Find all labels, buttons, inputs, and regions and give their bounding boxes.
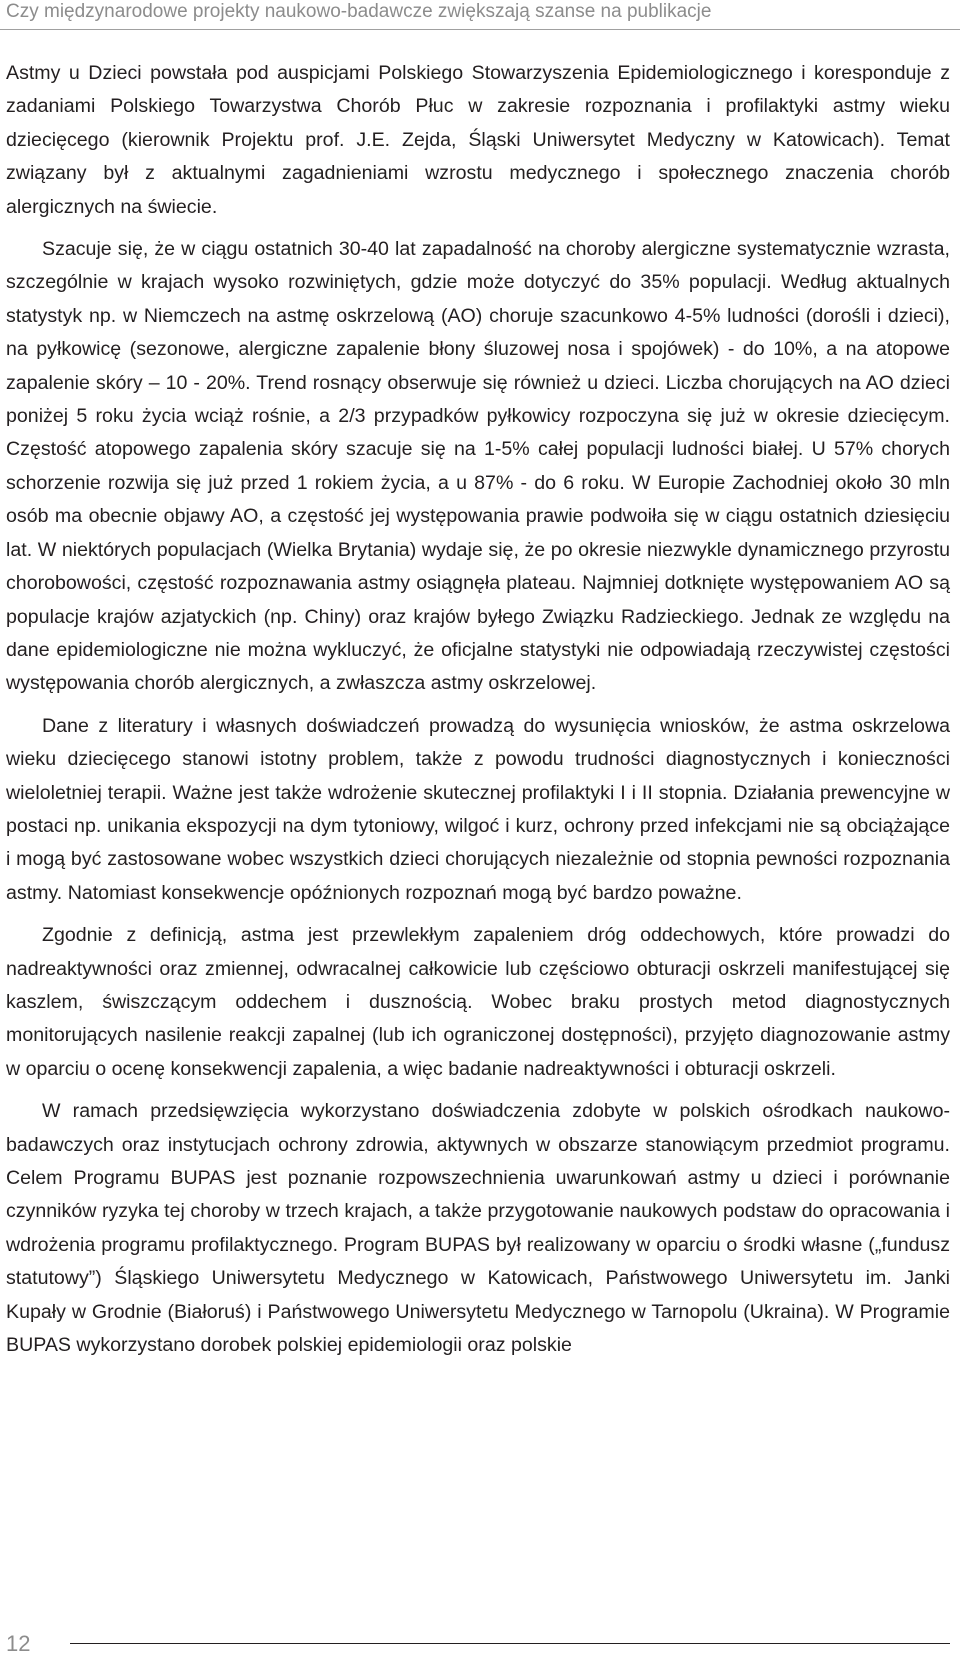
- footer-divider: [70, 1643, 950, 1644]
- header-divider: [0, 29, 960, 30]
- paragraph-3: Dane z literatury i własnych doświadczeń prowadzą do wysunięcia wniosków, że astma oskrzelowa wieku dziecięcego stanowi istotny problem, także z powodu trudności diagnostycznych i konieczności wieloletniej terapii. Ważne jest także wdrożenie skutecznej profilaktyki I i II stopnia. Działania prewencyjne w postaci np. unikania ekspozycji na dym tytoniowy, wilgoć i kurz, ochrony przed infekcjami nie są obciążające i mogą być zastosowane wobec wszystkich dzieci chorujących niezależnie od stopnia pewności rozpoznania astmy. Natomiast konsekwencje opóźnionych rozpoznań mogą być bardzo poważne.: [6, 714, 950, 904]
- paragraph-5: W ramach przedsięwzięcia wykorzystano doświadczenia zdobyte w polskich ośrodkach naukowo-badawczych oraz instytucjach ochrony zdrowia, aktywnych w obszarze stanowiącym przedmiot programu. Celem Programu BUPAS jest poznanie rozpowszechnienia uwarunkowań astmy u dzieci i porównanie czynników ryzyka tej choroby w trzech krajach, a także przygotowanie naukowych podstaw do opracowania i wdrożenia programu profilaktycznego. Program BUPAS był realizowany w oparciu o środki własne („fundusz statutowy”) Śląskiego Uniwersytetu Medycznego w Katowicach, Państwowego Uniwersytetu im. Janki Kupały w Grodnie (Białoruś) i Państwowego Uniwersytetu Medycznego w Tarnopolu (Ukraina). W Programie BUPAS wykorzystano dorobek polskiej epidemiologii oraz polskie: [6, 1100, 950, 1357]
- page-number: 12: [6, 1631, 31, 1656]
- paragraph-2: Szacuje się, że w ciągu ostatnich 30-40 lat zapadalność na choroby alergiczne systematycznie wzrasta, szczególnie w krajach wysoko rozwiniętych, gdzie może dotyczyć do 35% populacji. Według aktualnych statystyk np. w Niemczech na astmę oskrzelową (AO) choruje szacunkowo 4-5% ludności (dorośli i dzieci), na pyłkowicę (sezonowe, alergiczne zapalenie błony śluzowej nosa i spojówek) - do 10%, a na atopowe zapalenie skóry – 10 - 20%. Trend rosnący obserwuje się również u dzieci. Liczba chorujących na AO dzieci poniżej 5 roku życia wciąż rośnie, a 2/3 przypadków pyłkowicy rozpoczyna się już w okresie dziecięcym. Częstość atopowego zapalenia skóry szacuje się na 1-5% całej populacji ludności białej. U 57% chorych schorzenie rozwija się już przed 1 rokiem życia, a u 87% - do 6 roku. W Europie Zachodniej około 30 mln osób ma obecnie objawy AO, a częstość jej występowania prawie podwoiła się w ciągu ostatnich dziesięciu lat. W niektórych populacjach (Wielka Brytania) wydaje się, że po okresie niezwykle dynamicznego przyrostu chorobowości, częstość rozpoznawania astmy osiągnęła plateau. Najmniej dotknięte występowaniem AO są populacje krajów azjatyckich (np. Chiny) oraz krajów byłego Związku Radzieckiego. Jednak ze względu na dane epidemiologiczne nie można wykluczyć, że oficjalne statystyki nie odpowiadają rzeczywistej częstości występowania chorób alergicznych, a zwłaszcza astmy oskrzelowej.: [6, 238, 950, 695]
- paragraph-1: Astmy u Dzieci powstała pod auspicjami Polskiego Stowarzyszenia Epidemiologicznego i koresponduje z zadaniami Polskiego Towarzystwa Chorób Płuc w zakresie rozpoznania i profilaktyki astmy wieku dziecięcego (kierownik Projektu prof. J.E. Zejda, Śląski Uniwersytet Medyczny w Katowicach). Temat związany był z aktualnymi zagadnieniami wzrostu medycznego i społecznego znaczenia chorób alergicznych na świecie.: [6, 62, 950, 218]
- paragraph-4: Zgodnie z definicją, astma jest przewlekłym zapaleniem dróg oddechowych, które prowadzi do nadreaktywności oraz zmiennej, odwracalnej całkowicie lub częściowo obturacji oskrzeli manifestującej się kaszlem, świszczącym oddechem i dusznością. Wobec braku prostych metod diagnostycznych monitorujących nasilenie reakcji zapalnej (lub ich ograniczonej dostępności), przyjęto diagnozowanie astmy w oparciu o ocenę konsekwencji zapalenia, a więc badanie nadreaktywności i obturacji oskrzeli.: [6, 924, 950, 1080]
- article-body: [6, 57, 950, 1371]
- running-header: Czy międzynarodowe projekty naukowo-badawcze zwiększają szanse na publikacje: [6, 1, 712, 22]
